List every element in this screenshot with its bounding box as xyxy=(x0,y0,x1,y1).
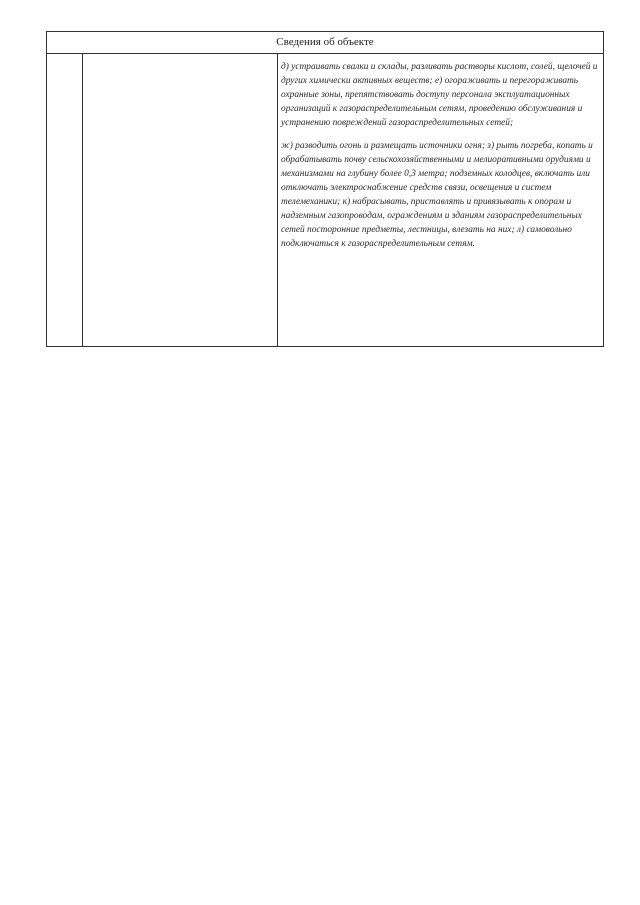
number-cell xyxy=(47,54,83,346)
restriction-paragraph-2: ж) разводить огонь и размещать источники огня; з) рыть погреба, копать и обрабатывать почву сельскохозяйственными и мелиоративными орудиями и механизмами на глубину более 0,3 метра; подземных колодцев, включать или отключать электроснабжение средств связи, освещения и систем телемеханики; к) набрасывать, приставлять и привязывать к опорам и надземным газопроводам, ограждениям и зданиям газораспределительных сетей посторонние предметы, лестницы, влезать на них; л) самовольно подключаться к газораспределительным сетям. xyxy=(281,141,593,249)
object-info-table xyxy=(46,31,604,347)
name-cell xyxy=(83,54,278,346)
table-title: Сведения об объекте xyxy=(47,32,603,54)
description-cell xyxy=(278,54,603,346)
restriction-paragraph-1: д) устраивать свалки и склады, разливать растворы кислот, солей, щелочей и других химически активных веществ; е) огораживать и перегораживать охранные зоны, препятствовать доступу персонала эксплуатационных организаций к газораспределительным сетям, проведению обслуживания и устранению повреждений газораспределительных сетей; xyxy=(281,62,598,128)
table-row xyxy=(47,54,603,346)
